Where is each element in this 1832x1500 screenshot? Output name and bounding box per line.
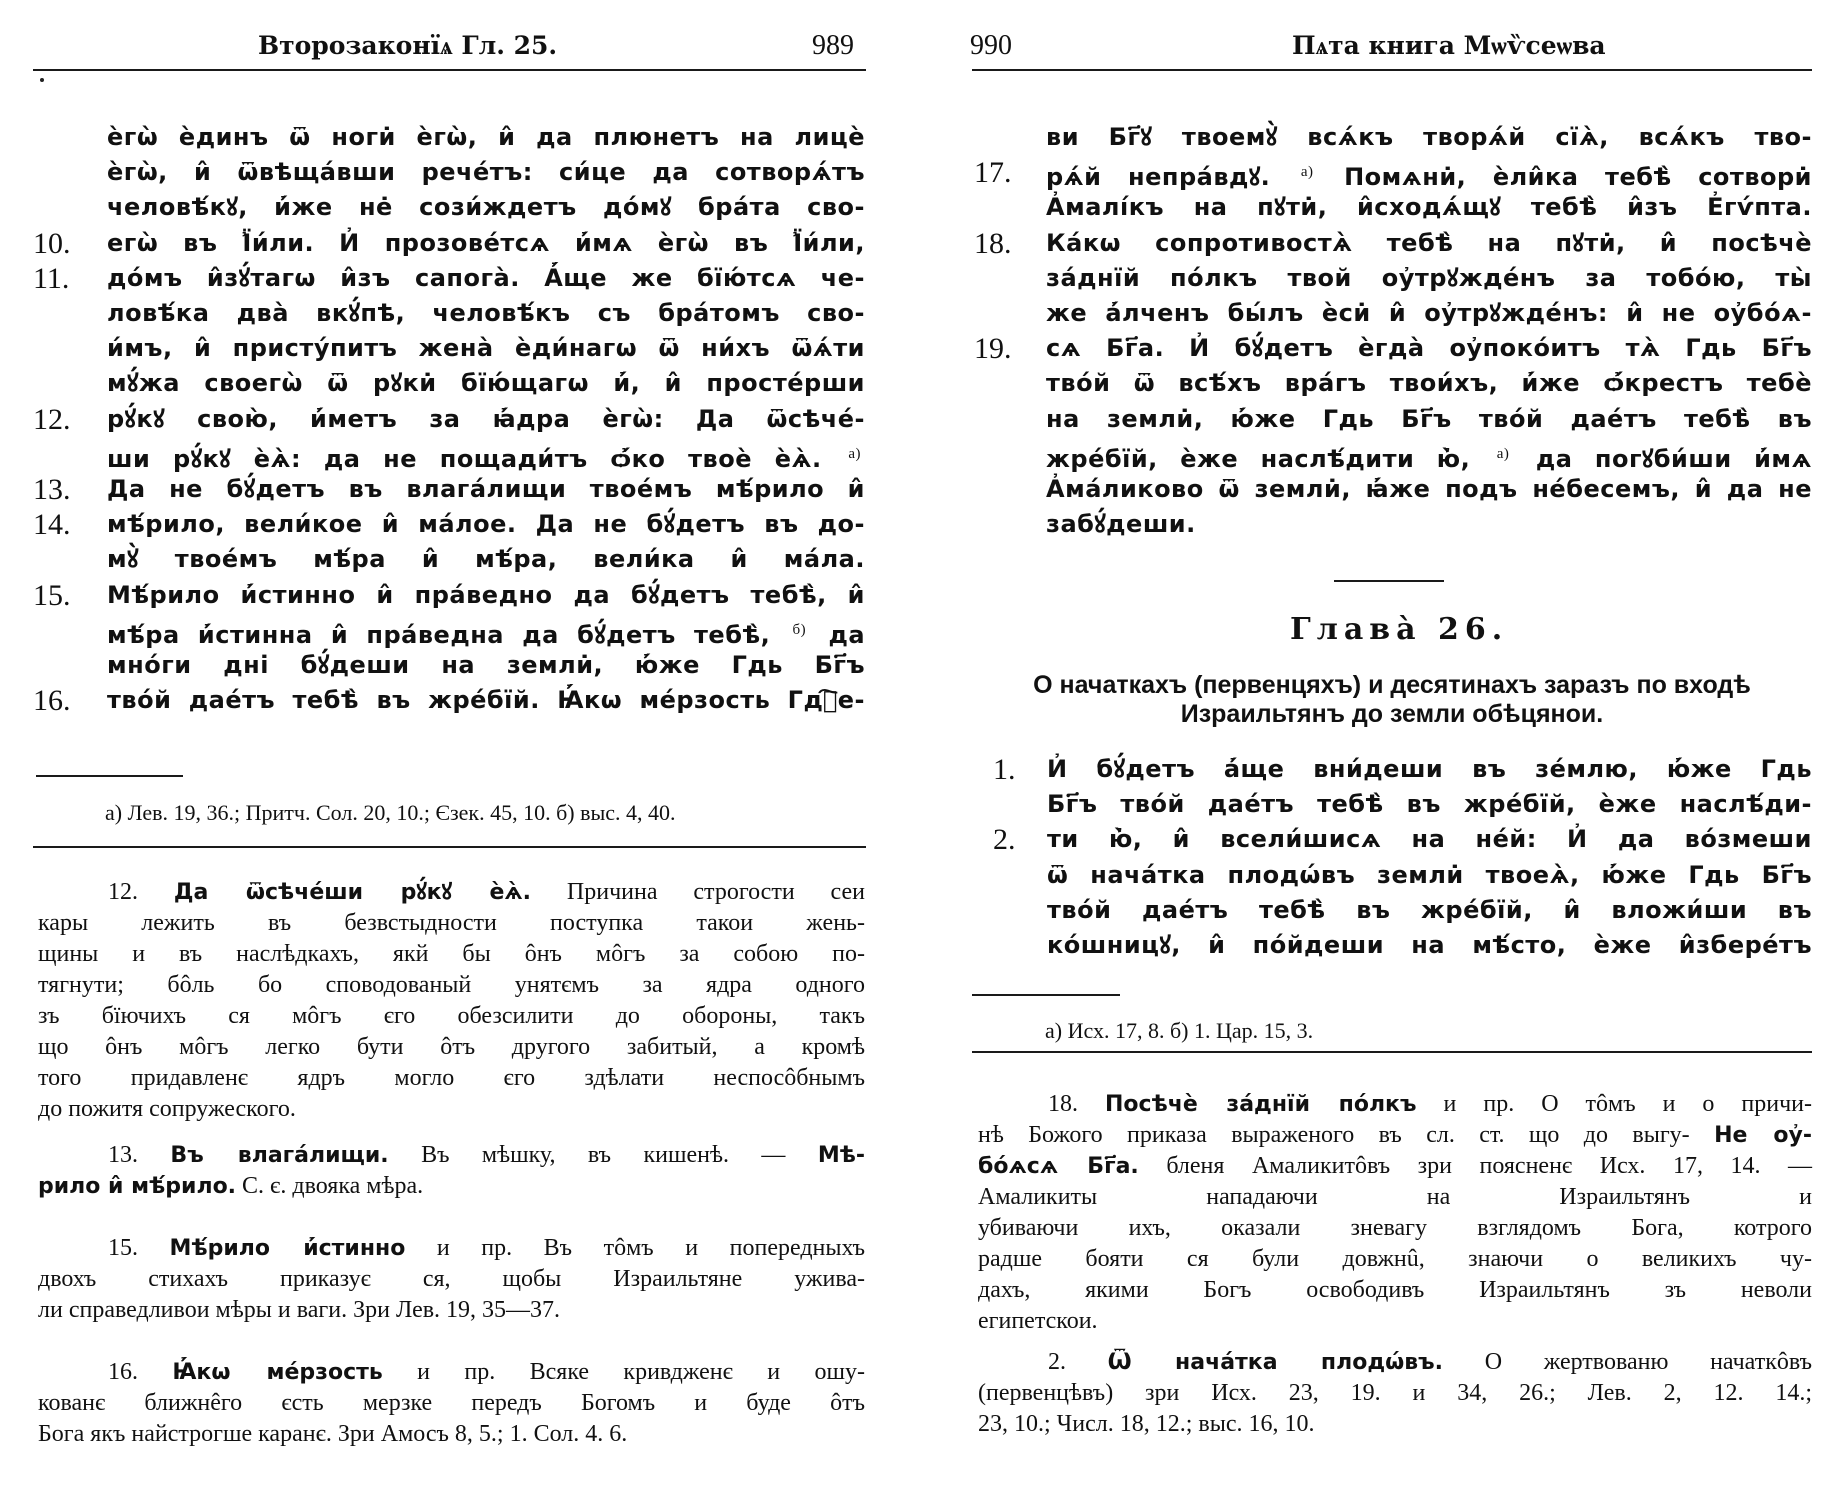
- verse-number: 12.: [33, 402, 71, 436]
- commentary-verse-ref: 15.: [108, 1235, 138, 1261]
- verse-line: [1046, 226, 1812, 261]
- verse-line: [1046, 402, 1812, 437]
- commentary-term: рило и̂ мѣ́рило.: [38, 1174, 237, 1199]
- verse-text: А҆ма́ликово ѿ земли̇, ꙗ҆́же подъ не́бесемъ, и̂ да не: [1046, 475, 1812, 503]
- footnote: а) Исх. 17, 8. б) 1. Цар. 15, 3.: [1045, 1018, 1314, 1043]
- commentary-rule: [33, 846, 866, 848]
- header-rule: [972, 69, 1812, 71]
- commentary-line: [38, 1171, 865, 1202]
- verse-text: мꙋ̀ твое́мъ мѣ́ра и̂ мѣ́ра, вели́ка и̂ ма́ла.: [107, 545, 865, 574]
- verse-line: [107, 683, 865, 718]
- commentary-text: ли справедливои мѣры и ваги. Зри Лев. 19, 35—37.: [38, 1297, 561, 1323]
- verse-line: [1046, 331, 1812, 366]
- commentary-term: Ꙗ҆́кѡ ме́рзость: [172, 1360, 383, 1385]
- verse-text: А҆малі́къ на пꙋти̇, и̂сходѧ́щꙋ тебѣ̀ и̂зъ Е҆гѵ́пта.: [1046, 193, 1812, 222]
- verse-text: Бг҃ъ тво́й дае́тъ тебѣ̀ въ жре́бїй, ѐже наслѣ́ди-: [1047, 790, 1812, 819]
- commentary-line: [108, 1357, 865, 1388]
- verse-text: человѣ́кꙋ, и҆́же не̇ сози́ждетъ до́мꙋ бра́та сво-: [107, 193, 865, 222]
- footnote-separator: [972, 994, 1120, 996]
- footnote-marker: а): [1496, 445, 1510, 462]
- commentary-text: дахъ, якими Богъ освободивъ Израильтянъ зъ неволи: [978, 1277, 1812, 1303]
- verse-line: [1046, 437, 1812, 472]
- verse-text: тво́й ѿ всѣ́хъ вра́гъ твои́хъ, и҆́же ѻ҆́крестъ тебѐ: [1046, 369, 1812, 398]
- verse-line: [107, 542, 865, 577]
- verse-text: сѧ Бг҃а. И҆ бꙋ́детъ ѐгда̀ оу҆поко́итъ тѧ̀ Гдь Бг҃ъ: [1046, 334, 1812, 363]
- verse-line: [107, 296, 865, 331]
- commentary-line: [38, 970, 865, 1001]
- verse-line: [107, 120, 865, 155]
- verse-number: 10.: [33, 226, 71, 260]
- chapter-divider: [1334, 580, 1444, 582]
- footnote-separator: [36, 775, 183, 777]
- verse-line: [107, 578, 865, 613]
- verse-text: И҆ бꙋ́детъ а҆́ще вни́деши въ зе́млю, ю҆́же Гдь: [1047, 755, 1812, 783]
- verse-line: [1046, 366, 1812, 401]
- commentary-term: Не оу҆-: [1714, 1123, 1813, 1148]
- verse-text-continuation: Помѧни̇, ѐли̂ка тебѣ̀ сотвори̇: [1344, 163, 1812, 192]
- commentary-text: до пожитя сопружеского.: [38, 1096, 296, 1122]
- commentary-text: кары лежить въ безвстыдности поступка такои жень-: [38, 910, 865, 936]
- commentary-text: Бога якъ найстрогше каранє. Зри Амосъ 8, 5.; 1. Сол. 4. 6.: [38, 1421, 628, 1447]
- verse-text: мꙋ́жа своегѡ̀ ѿ рꙋки̇ бїю́щагѡ и҆҆́, и̂ просте́рши: [107, 369, 865, 398]
- verse-line: [1046, 296, 1812, 331]
- commentary-verse-ref: 2.: [1048, 1349, 1066, 1375]
- left-page: [0, 0, 900, 1500]
- commentary-line: [1048, 1089, 1812, 1120]
- commentary-line: [978, 1378, 1812, 1409]
- verse-line: [107, 366, 865, 401]
- commentary-line: [108, 877, 865, 908]
- verse-line: [1047, 893, 1812, 928]
- verse-line: [1046, 120, 1812, 155]
- verse-line: [107, 402, 865, 437]
- verse-text: ви Бг҃ꙋ твоемꙋ̀ всѧ́къ творѧ́й сїѧ̀, всѧ́къ тво-: [1046, 123, 1812, 151]
- commentary-line: [38, 1094, 865, 1125]
- commentary-verse-ref: 12.: [108, 879, 138, 905]
- verse-line: [1046, 190, 1812, 225]
- print-speck: [40, 78, 44, 82]
- commentary-verse-ref: 16.: [108, 1359, 138, 1385]
- commentary-line: [978, 1213, 1812, 1244]
- verse-number: 1.: [993, 753, 1016, 786]
- commentary-line: [978, 1120, 1812, 1151]
- commentary-text: кованє ближнêго єсть мерзке передъ Богомъ и буде ôтъ: [38, 1390, 865, 1416]
- verse-line: [1046, 261, 1812, 296]
- commentary-text: Причина строгости сеи: [566, 879, 865, 905]
- commentary-line: [108, 1233, 865, 1264]
- commentary-line: [978, 1244, 1812, 1275]
- verse-text: забꙋ́деши.: [1046, 510, 1196, 539]
- commentary-text: (первенцѣвъ) зри Исх. 23, 19. и 34, 26.; Лев. 2, 12. 14.;: [978, 1380, 1812, 1406]
- commentary-term: Въ влага́лищи.: [170, 1143, 389, 1168]
- verse-line: [107, 190, 865, 225]
- commentary-line: [978, 1182, 1812, 1213]
- verse-text: Ка́кѡ сопротивостѧ̀ тебѣ̀ на пꙋти̇, и̂ посѣчѐ: [1046, 228, 1812, 257]
- verse-line: [1047, 787, 1812, 822]
- verse-text: ко́шницꙋ, и̂ по́йдеши на мѣ́сто, ѐже и̂збере́тъ: [1047, 931, 1812, 959]
- commentary-text: и пр. О тôмъ и о причи-: [1443, 1091, 1813, 1117]
- footnote-marker: б): [792, 621, 807, 638]
- commentary-text: двохъ стихахъ приказує ся, щобы Израильтяне ужива-: [38, 1266, 865, 1292]
- commentary-text: С. є. двояка мѣра.: [242, 1173, 424, 1199]
- verse-text-continuation: да погꙋби́ши и҆́мѧ: [1535, 444, 1813, 473]
- commentary-text: и пр. Всяке кривдженє и ошу-: [417, 1359, 866, 1385]
- verse-line: [107, 437, 865, 472]
- verse-line: [1047, 822, 1812, 857]
- commentary-text: Амаликиты нападаючи на Израильтянъ и: [978, 1184, 1812, 1210]
- commentary-text: убиваючи ихъ, оказали зневагу взглядомъ Бога, котрого: [978, 1215, 1812, 1241]
- commentary-text: О жертвованю начаткôвъ: [1484, 1349, 1813, 1375]
- commentary-text: щины и въ наслѣдкахъ, якй бы ôнъ мôгъ за собою по-: [38, 941, 865, 967]
- commentary-line: [38, 908, 865, 939]
- verse-text: Да не бꙋ́детъ въ влага́лищи твое́мъ мѣ́рило и̂: [107, 475, 865, 503]
- chapter-subtitle-line-2: Израильтянъ до земли обѣцянои.: [1180, 700, 1604, 728]
- verse-line: [1046, 155, 1812, 190]
- verse-text: жре́бїй, ѐже наслѣ́дити ю҆̀,: [1046, 444, 1471, 473]
- verse-line: [107, 331, 865, 366]
- commentary-verse-ref: 18.: [1048, 1091, 1078, 1117]
- verse-text: тво́й дае́тъ тебѣ̀ въ жре́бїй. Ꙗ҆́кѡ ме́рзость Гдⷭ҇е-: [107, 686, 865, 715]
- commentary-line: [38, 939, 865, 970]
- commentary-line: [108, 1140, 865, 1171]
- verse-text: ши рꙋ́кꙋ ѐѧ̀: да не пощади́тъ ѻ҆́ко твоѐ ѐѧ̀.: [107, 444, 822, 473]
- verse-number: 18.: [974, 226, 1012, 260]
- commentary-line: [38, 1063, 865, 1094]
- commentary-text: радше бояти ся були довжнû, знаючи о великихъ чу-: [978, 1246, 1812, 1272]
- commentary-term: Посѣчѐ за́днїй по́лкъ: [1105, 1092, 1417, 1117]
- commentary-line: [38, 1388, 865, 1419]
- commentary-term: бо́ѧсѧ Бг҃а.: [978, 1154, 1139, 1179]
- verse-text: тво́й дае́тъ тебѣ̀ въ жре́бїй, и̂ вложи́ши въ: [1047, 895, 1812, 924]
- verse-line: [107, 155, 865, 190]
- commentary-text: 23, 10.; Числ. 18, 12.; выс. 16, 10.: [978, 1411, 1315, 1437]
- commentary-line: [1048, 1347, 1812, 1378]
- running-header: Пѧта книга Мѡѷсеѡва: [1292, 31, 1606, 60]
- chapter-subtitle-line-1: О начаткахъ (первенцяхъ) и десятинахъ заразъ по входѣ: [1033, 671, 1751, 699]
- running-header: Второзаконїѧ Гл. 25.: [258, 31, 558, 60]
- verse-text: за́днїй по́лкъ твой оу҆трꙋжде́нъ за тобо́ю, ты̀: [1046, 263, 1812, 292]
- verse-text: рꙋ́кꙋ свою̀, и҆́метъ за ꙗ҆́дра ѐгѡ̀: Да ѿсѣче́-: [107, 404, 865, 433]
- verse-line: [1046, 507, 1812, 542]
- verse-text: и́мъ, и̂ присту́питъ жена̀ ѐди́нагѡ ѿ ни́хъ ѿѧ́ти: [107, 334, 865, 363]
- verse-text: Мѣ́рило и҆́стинно и̂ пра́ведно да бꙋ́детъ тебѣ̀, и̂: [107, 580, 865, 609]
- verse-line: [1047, 858, 1812, 893]
- verse-text: мѣ́ра и҆́стинна и̂ пра́ведна да бꙋ́детъ тебѣ̀,: [107, 620, 771, 649]
- footnote-marker: а): [1300, 164, 1314, 181]
- verse-text: же а҆́лченъ бы́лъ ѐси̇ и̂ оу҆трꙋжде́нъ: и̂ не оу҆бо́ѧ-: [1046, 299, 1812, 327]
- commentary-line: [38, 1001, 865, 1032]
- commentary-term: Да ѿсѣче́ши рꙋ́кꙋ ѐѧ̀.: [173, 880, 532, 905]
- verse-text: ѿ нача́тка плодѡ́въ земли̇ твоеѧ̀, ю҆́же Гдь Бг҃ъ: [1047, 860, 1812, 889]
- commentary-term: Мѣ-: [817, 1143, 866, 1168]
- verse-text: до́мъ и̂зꙋ́тагѡ и̂зъ сапога̀. А҆́ще же бїю́тсѧ че-: [107, 263, 865, 292]
- commentary-line: [38, 1419, 865, 1450]
- commentary-term: Ѿ нача́тка плодѡ́въ.: [1107, 1350, 1444, 1375]
- page-number: 989: [812, 30, 854, 61]
- verse-number: 2.: [993, 823, 1016, 857]
- commentary-line: [978, 1275, 1812, 1306]
- commentary-text: того придавленє ядръ могло єго здѣлати неспосôбнымъ: [38, 1065, 865, 1091]
- verse-line: [107, 648, 865, 683]
- verse-line: [107, 472, 865, 507]
- verse-number: 19.: [974, 332, 1012, 366]
- commentary-text: зъ бïючихъ ся мôгъ єго обезсилити до обороны, такъ: [38, 1003, 865, 1029]
- verse-text: мно́ги дні̇ бꙋ́деши на земли̇, ю҆́же Гдь Бг҃ъ: [107, 651, 865, 679]
- verse-line: [1046, 472, 1812, 507]
- verse-number: 14.: [33, 508, 71, 542]
- verse-line: [1047, 928, 1812, 963]
- commentary-line: [38, 1264, 865, 1295]
- verse-text: ѐгѡ̀, и̂ ѿвѣща́вши рече́тъ: си́це да сотворѧ́тъ: [107, 158, 865, 187]
- verse-text: на земли̇, ю҆́же Гдь Бг҃ъ тво́й дае́тъ тебѣ̀ въ: [1046, 404, 1812, 433]
- commentary-text: нѣ Божого приказа выраженого въ сл. ст. що до выгу-: [978, 1122, 1690, 1148]
- footnote-marker: а): [848, 445, 861, 462]
- verse-text: ловѣ́ка два̀ вкꙋ́пѣ, человѣ́къ съ бра́томъ сво-: [107, 299, 865, 327]
- verse-text: ти ю҆̀, и̂ всели́шисѧ на не́й: И҆ да во́змеши: [1047, 825, 1812, 854]
- commentary-verse-ref: 13.: [108, 1142, 138, 1168]
- verse-text: рѧ́й непра́вдꙋ.: [1046, 163, 1271, 192]
- commentary-rule: [972, 1051, 1812, 1053]
- verse-text: мѣ́рило, вели́кое и̂ ма́лое. Да не бꙋ́детъ въ до-: [107, 510, 865, 539]
- commentary-line: [38, 1032, 865, 1063]
- verse-text-continuation: да: [828, 620, 866, 649]
- chapter-title: Глава̀ 26.: [1290, 612, 1509, 647]
- commentary-text: египетскои.: [978, 1308, 1098, 1334]
- verse-line: [107, 613, 865, 648]
- commentary-term: Мѣ́рило и҆́стинно: [169, 1236, 406, 1261]
- verse-number: 11.: [33, 261, 70, 295]
- verse-text: егѡ̀ въ Ї҆и́ли. И҆ прозове́тсѧ и҆́мѧ ѐгѡ̀ въ Ї҆и́ли,: [107, 228, 865, 257]
- commentary-text: и пр. Въ тôмъ и попередныхъ: [436, 1235, 865, 1261]
- verse-line: [107, 261, 865, 296]
- commentary-line: [978, 1306, 1812, 1337]
- verse-line: [107, 226, 865, 261]
- commentary-text: бленя Амаликитôвъ зри поясненє Исх. 17, 14. —: [1166, 1153, 1812, 1179]
- verse-number: 17.: [974, 156, 1012, 190]
- commentary-line: [978, 1151, 1812, 1182]
- commentary-text: тягнути; бôль бо споводованый унятємъ за ядра одного: [38, 972, 865, 998]
- verse-text: ѐгѡ̀ ѐдинъ ѿ ноги̇ ѐгѡ̀, и̂ да плюнетъ на лицѐ: [107, 123, 865, 151]
- verse-line: [107, 507, 865, 542]
- verse-line: [1047, 752, 1812, 787]
- verse-number: 13.: [33, 473, 71, 506]
- right-page: [930, 0, 1832, 1500]
- footnote: а) Лев. 19, 36.; Притч. Сол. 20, 10.; Єзек. 45, 10. б) выс. 4, 40.: [105, 800, 676, 825]
- verse-number: 16.: [33, 684, 71, 718]
- header-rule: [33, 69, 866, 71]
- commentary-line: [38, 1295, 865, 1326]
- commentary-line: [978, 1409, 1812, 1440]
- verse-number: 15.: [33, 578, 71, 612]
- commentary-text: Въ мѣшку, въ кишенѣ. —: [421, 1142, 786, 1168]
- page-number: 990: [970, 30, 1012, 61]
- commentary-text: що ôнъ мôгъ легко бути ôтъ другого забитый, а кромѣ: [38, 1034, 865, 1060]
